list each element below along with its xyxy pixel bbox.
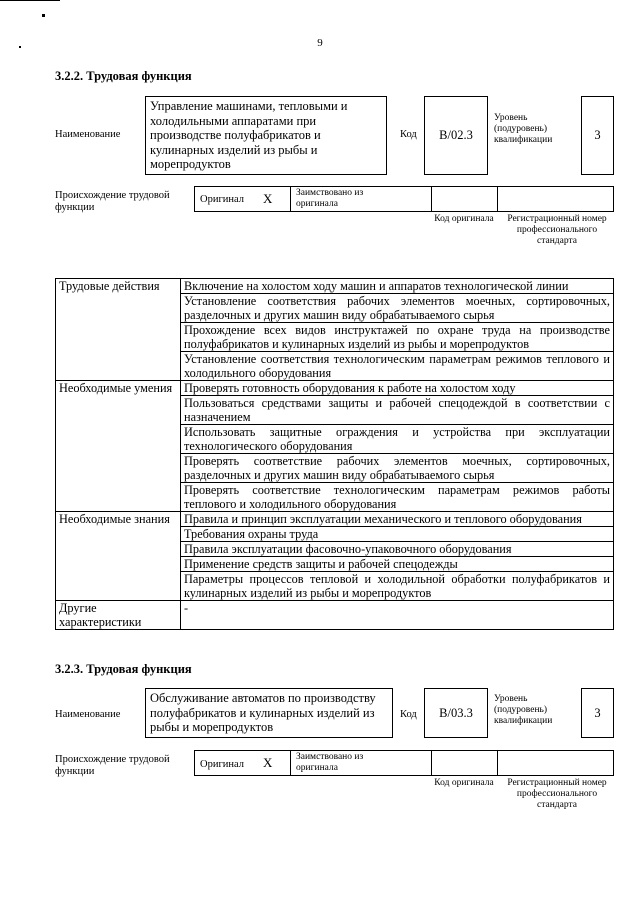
knowledge-item: Правила и принцип эксплуатации механического и теплового оборудования: [181, 512, 614, 527]
section-heading: 3.2.2. Трудовая функция: [55, 69, 192, 83]
skill-item: Проверять готовность оборудования к работе на холостом ходу: [181, 381, 614, 396]
level-label: Уровень (подуровень) квалификации: [494, 113, 553, 145]
section-heading: 3.2.3. Трудовая функция: [55, 662, 192, 676]
skills-label: Необходимые умения: [56, 381, 181, 512]
function-name: Обслуживание автоматов по производству полуфабрикатов и кулинарных изделий из рыбы и морепродуктов: [145, 688, 393, 738]
page-number: 9: [317, 37, 323, 49]
qualification-level: 3: [581, 96, 614, 175]
knowledge-item: Правила эксплуатации фасовочно-упаковочного оборудования: [181, 542, 614, 557]
origin-row: [194, 186, 614, 212]
origin-code-label: Код оригинала: [434, 214, 494, 224]
scan-dot: [42, 14, 45, 17]
name-label: Наименование: [55, 709, 121, 720]
code-label: Код: [400, 709, 417, 720]
action-item: Включение на холостом ходу машин и аппаратов технологической линии: [181, 279, 614, 294]
function-details-table: [55, 278, 614, 630]
knowledge-label: Необходимые знания: [56, 512, 181, 601]
origin-divider: [431, 750, 432, 776]
function-code: В/03.3: [424, 688, 488, 738]
action-item: Установление соответствия рабочих элементов моечных, сортировочных, разделочных и других машин виду обрабатываемого сырья: [181, 294, 614, 323]
borrowed-label: Заимствовано из оригинала: [296, 188, 364, 209]
table-row: [56, 601, 614, 630]
action-item: Прохождение всех видов инструктажей по охране труда на производстве полуфабрикатов и кулинарных изделий из рыбы и морепродуктов: [181, 323, 614, 352]
table-row: [56, 381, 614, 396]
scan-mark: [0, 0, 60, 1]
origin-code-label: Код оригинала: [434, 778, 494, 788]
code-label: Код: [400, 129, 417, 140]
name-label: Наименование: [55, 129, 121, 140]
origin-divider: [497, 186, 498, 212]
original-label: Оригинал: [200, 759, 244, 770]
knowledge-item: Применение средств защиты и рабочей спецодежды: [181, 557, 614, 572]
other-label: Другие характеристики: [56, 601, 181, 630]
origin-divider: [290, 186, 291, 212]
level-label: Уровень (подуровень) квалификации: [494, 694, 553, 726]
qualification-level: 3: [581, 688, 614, 738]
origin-row: [194, 750, 614, 776]
skill-item: Проверять соответствие рабочих элементов моечных, сортировочных, разделочных и других машин виду обрабатываемого сырья: [181, 454, 614, 483]
knowledge-item: Требования охраны труда: [181, 527, 614, 542]
original-mark: X: [263, 755, 273, 770]
table-row: [56, 512, 614, 527]
skill-item: Пользоваться средствами защиты и рабочей спецодеждой в соответствии с назначением: [181, 396, 614, 425]
origin-divider: [497, 750, 498, 776]
actions-label: Трудовые действия: [56, 279, 181, 381]
table-row: [56, 279, 614, 294]
original-mark: X: [263, 191, 273, 206]
origin-label: Происхождение трудовой функции: [55, 190, 170, 213]
reg-number-label: Регистрационный номер профессионального стандарта: [507, 214, 607, 246]
skill-item: Проверять соответствие технологическим параметрам режимов работы теплового и холодильного оборудования: [181, 483, 614, 512]
origin-label: Происхождение трудовой функции: [55, 754, 170, 777]
origin-divider: [431, 186, 432, 212]
function-code: В/02.3: [424, 96, 488, 175]
knowledge-item: Параметры процессов тепловой и холодильной обработки полуфабрикатов и кулинарных изделий из рыбы и морепродуктов: [181, 572, 614, 601]
borrowed-label: Заимствовано из оригинала: [296, 752, 364, 773]
original-label: Оригинал: [200, 194, 244, 205]
reg-number-label: Регистрационный номер профессионального стандарта: [507, 778, 607, 810]
action-item: Установление соответствия технологическим параметрам режимов теплового и холодильного оборудования: [181, 352, 614, 381]
origin-divider: [290, 750, 291, 776]
function-name: Управление машинами, тепловыми и холодильными аппаратами при производстве полуфабрикатов и кулинарных изделий из рыбы и морепродуктов: [145, 96, 387, 175]
other-value: -: [181, 601, 614, 630]
skill-item: Использовать защитные ограждения и устройства при эксплуатации технологического оборудования: [181, 425, 614, 454]
